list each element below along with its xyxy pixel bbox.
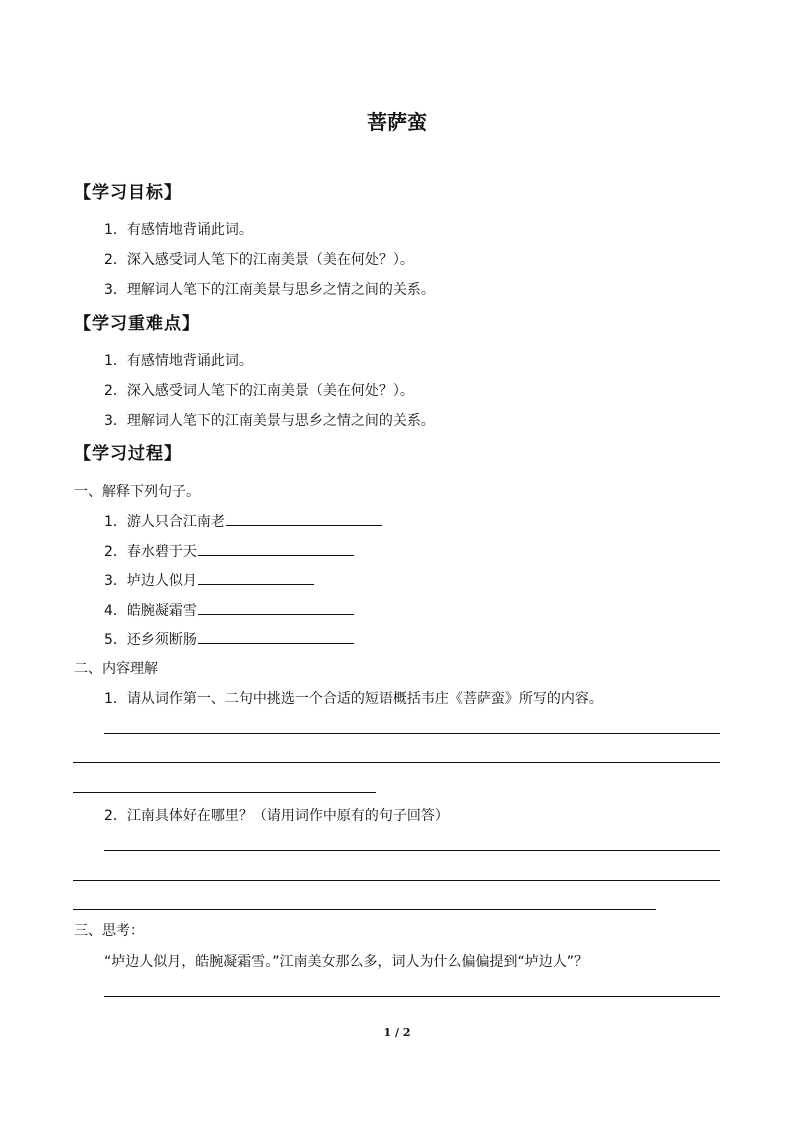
objective-item: 3．理解词人笔下的江南美景与思乡之情之间的关系。: [104, 282, 435, 298]
answer-line[interactable]: [104, 996, 720, 997]
key-point-item: 1．有感情地背诵此词。: [104, 353, 253, 369]
part3-question: “垆边人似月，皓腕凝霜雪。”江南美女那么多，词人为什么偏偏提到“垆边人”？: [104, 954, 589, 970]
answer-line[interactable]: [73, 762, 720, 763]
answer-line[interactable]: [104, 733, 720, 734]
part1-item: 2．春水碧于天: [104, 544, 197, 560]
part2-question-2: 2．江南具体好在哪里？（请用词作中原有的句子回答）: [104, 808, 449, 824]
part1-item: 4．皓腕凝霜雪: [104, 603, 197, 619]
part2-heading: 二、内容理解: [74, 661, 158, 677]
answer-line[interactable]: [73, 880, 720, 881]
key-point-item: 3．理解词人笔下的江南美景与思乡之情之间的关系。: [104, 413, 435, 429]
process-heading: 【学习过程】: [74, 444, 182, 464]
answer-line[interactable]: [73, 792, 376, 793]
key-point-item: 2．深入感受词人笔下的江南美景（美在何处？）。: [104, 383, 414, 399]
objective-item: 2．深入感受词人笔下的江南美景（美在何处？）。: [104, 252, 414, 268]
answer-blank[interactable]: [198, 570, 314, 585]
answer-blank[interactable]: [198, 600, 354, 615]
answer-blank[interactable]: [198, 629, 354, 644]
answer-line[interactable]: [73, 909, 656, 910]
key-points-heading: 【学习重难点】: [74, 314, 200, 334]
document-title: 菩萨蛮: [367, 110, 427, 134]
part1-heading: 一、解释下列句子。: [74, 484, 200, 500]
part1-item: 3．垆边人似月: [104, 573, 197, 589]
page-number: 1 / 2: [383, 1026, 411, 1039]
part2-question-1: 1．请从词作第一、二句中挑选一个合适的短语概括韦庄《菩萨蛮》所写的内容。: [104, 691, 603, 707]
part1-item: 1．游人只合江南老: [104, 514, 225, 530]
objective-item: 1．有感情地背诵此词。: [104, 222, 253, 238]
answer-blank[interactable]: [198, 541, 354, 556]
answer-line[interactable]: [104, 850, 720, 851]
objectives-heading: 【学习目标】: [74, 183, 182, 203]
part3-heading: 三、思考：: [74, 923, 144, 939]
part1-item: 5．还乡须断肠: [104, 632, 197, 648]
answer-blank[interactable]: [226, 511, 382, 526]
